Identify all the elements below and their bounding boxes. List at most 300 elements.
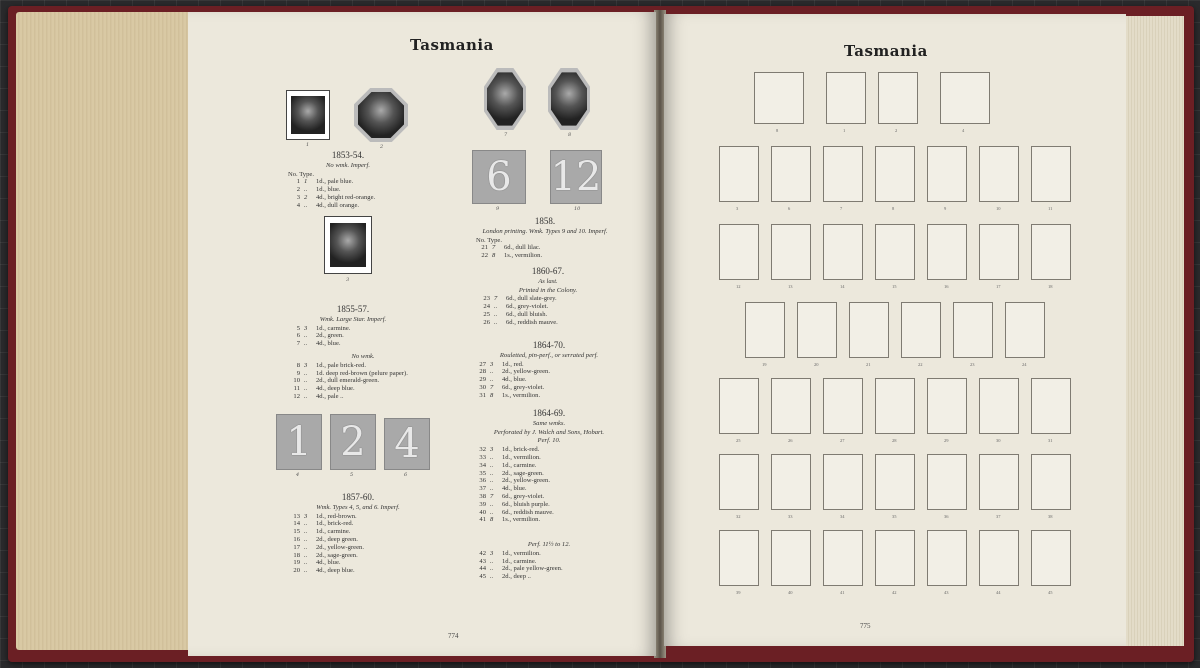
catalogue-number: 1: [296, 178, 300, 186]
catalogue-section-1853: [288, 148, 408, 210]
catalogue-type: 7: [494, 295, 498, 303]
catalogue-description: 1d., carmine.: [502, 461, 537, 469]
stamp-caption: 8: [568, 132, 572, 138]
stamp-mount-number: 8: [892, 206, 895, 211]
catalogue-section-perf-11: [474, 540, 624, 581]
catalogue-entry: [478, 295, 618, 303]
catalogue-type: ..: [490, 469, 494, 477]
stamp-mount-number: 28: [892, 438, 897, 443]
stamp-mount-number: 23: [970, 362, 975, 367]
stamp-mount-number: 12: [736, 284, 741, 289]
stamp-mount-box: [979, 454, 1019, 510]
stamp-caption: 7: [504, 132, 508, 138]
stamp-mount-number: 18: [1048, 284, 1053, 289]
stamp-mount-number: 7: [840, 206, 843, 211]
catalogue-entry: [478, 311, 618, 319]
catalogue-description: 2d., yellow-green.: [502, 368, 550, 376]
stamp-mount-box: [875, 530, 915, 586]
stamp-mount-box: [771, 224, 811, 280]
stamp-mount-box: [719, 146, 759, 202]
watermark-illustration: 4: [384, 418, 430, 470]
stamp-mount-number: 19: [762, 362, 767, 367]
stamp-caption: 6: [404, 472, 408, 478]
stamp-mount-number: 41: [840, 590, 845, 595]
section-note: Printed in the Colony.: [518, 286, 578, 294]
watermark-illustration: 1: [276, 414, 322, 470]
stamp-mount-box: [1031, 454, 1071, 510]
stamp-mount-number: 35: [892, 514, 897, 519]
stamp-mount-box: [1031, 146, 1071, 202]
catalogue-entry: [474, 558, 624, 566]
catalogue-number: 10: [293, 377, 300, 385]
catalogue-entry: [474, 573, 624, 581]
catalogue-type: ..: [490, 376, 494, 384]
catalogue-number: 2: [296, 186, 300, 194]
catalogue-number: 14: [293, 520, 300, 528]
catalogue-entry: [474, 477, 624, 485]
stamp-mount-box: [875, 224, 915, 280]
catalogue-section-1855: [288, 302, 418, 348]
catalogue-description: 1s., vermilion.: [502, 516, 541, 524]
catalogue-type: 3: [490, 446, 494, 454]
catalogue-description: 6d., dull bluish.: [506, 310, 548, 318]
stamp-illustration: [354, 88, 408, 142]
stamp-mount-box: [719, 224, 759, 280]
stamp-mount-number: 8: [776, 128, 779, 133]
catalogue-entry: [288, 393, 438, 401]
catalogue-type: ..: [490, 485, 494, 493]
catalogue-number: 35: [479, 469, 486, 477]
catalogue-entry: [474, 361, 624, 369]
catalogue-entry: [474, 368, 624, 376]
catalogue-type: ..: [304, 559, 308, 567]
stamp-mount-box: [823, 530, 863, 586]
section-year: 1857-60.: [341, 492, 375, 502]
stamp-mount-box: [1031, 224, 1071, 280]
stamp-mount-number: 6: [788, 206, 791, 211]
catalogue-entry: [474, 384, 624, 392]
stamp-mount-number: 29: [944, 438, 949, 443]
catalogue-number: 13: [293, 512, 300, 520]
catalogue-description: 1d., pale brick-red.: [316, 361, 366, 369]
stamp-illustration: [548, 68, 590, 130]
catalogue-type: ..: [490, 573, 494, 581]
stamp-mount-box: [927, 378, 967, 434]
catalogue-entry: [474, 462, 624, 470]
catalogue-type: 7: [490, 383, 494, 391]
catalogue-type: ..: [494, 310, 498, 318]
catalogue-description: 2d., sage-green.: [502, 469, 544, 477]
stamp-mount-box: [1031, 530, 1071, 586]
stamp-mount-number: 30: [996, 438, 1001, 443]
section-year: 1860-67.: [531, 266, 565, 276]
catalogue-entry: [474, 565, 624, 573]
catalogue-type: 3: [304, 512, 308, 520]
catalogue-description: 4d., pale ..: [316, 392, 344, 400]
catalogue-number: 8: [296, 361, 300, 369]
stamp-mount-number: 36: [944, 514, 949, 519]
catalogue-type: 8: [492, 252, 496, 260]
catalogue-type: ..: [304, 520, 308, 528]
catalogue-type: 3: [490, 549, 494, 557]
stamp-caption: 3: [346, 277, 350, 283]
section-year: 1864-70.: [532, 340, 566, 350]
stamp-mount-box: [875, 146, 915, 202]
stamp-mount-number: 25: [736, 438, 741, 443]
left-page-edges: [16, 12, 188, 650]
catalogue-entry: [474, 550, 624, 558]
catalogue-entry: [288, 536, 428, 544]
stamp-mount-number: 14: [840, 284, 845, 289]
catalogue-number: 45: [479, 573, 486, 581]
stamp-mount-box: [797, 302, 837, 358]
catalogue-number: 38: [479, 492, 486, 500]
catalogue-description: 4d., deep blue.: [316, 385, 355, 393]
left-page: [188, 12, 656, 656]
catalogue-number: 7: [296, 340, 300, 348]
stamp-mount-box: [745, 302, 785, 358]
stamp-mount-number: 45: [1048, 590, 1053, 595]
catalogue-number: 32: [479, 446, 486, 454]
section-note: Perforated by J. Walch and Sons, Hobart.: [493, 428, 605, 436]
catalogue-description: 6d., grey-violet.: [506, 303, 549, 311]
catalogue-entry: [288, 567, 428, 575]
catalogue-description: 1d., pale blue.: [316, 178, 354, 186]
catalogue-entry: [474, 454, 624, 462]
stamp-mount-box: [771, 146, 811, 202]
catalogue-entry: [474, 516, 624, 524]
stamp-mount-number: 17: [996, 284, 1001, 289]
stamp-caption: 5: [350, 472, 354, 478]
stamp-mount-number: 38: [1048, 514, 1053, 519]
catalogue-type: ..: [304, 543, 308, 551]
stamp-mount-number: 20: [814, 362, 819, 367]
catalogue-type: ..: [304, 528, 308, 536]
catalogue-type: 3: [304, 361, 308, 369]
stamp-mount-number: 40: [788, 590, 793, 595]
catalogue-entry: [288, 178, 408, 186]
catalogue-description: 1d., vermilion.: [502, 453, 541, 461]
catalogue-type: 3: [304, 324, 308, 332]
stamp-mount-number: 24: [1022, 362, 1027, 367]
section-note: Wmk. Large Star. Imperf.: [319, 315, 387, 323]
section-year: 1864-69.: [532, 408, 566, 418]
catalogue-type: ..: [490, 453, 494, 461]
catalogue-type: ..: [304, 392, 308, 400]
catalogue-description: 6d., bluish purple.: [502, 500, 550, 508]
page-number: 774: [448, 632, 459, 640]
catalogue-description: 2d., sage-green.: [316, 551, 358, 559]
stamp-mount-box: [901, 302, 941, 358]
stamp-mount-number: 44: [996, 590, 1001, 595]
stamp-mount-box: [823, 378, 863, 434]
catalogue-entry: [474, 392, 624, 400]
catalogue-description: 1d., red.: [502, 360, 524, 368]
catalogue-description: 6d., grey-violet.: [502, 492, 545, 500]
catalogue-type: ..: [494, 303, 498, 311]
catalogue-entry: [288, 528, 428, 536]
catalogue-type: ..: [494, 318, 498, 326]
catalogue-description: 1d., brick-red.: [502, 446, 540, 454]
catalogue-type: ..: [490, 565, 494, 573]
stamp-mount-number: 9: [944, 206, 947, 211]
catalogue-number: 6: [296, 332, 300, 340]
catalogue-number: 33: [479, 453, 486, 461]
stamp-mount-box: [979, 378, 1019, 434]
stamp-mount-box: [823, 454, 863, 510]
catalogue-description: 2d., dull emerald-green.: [316, 377, 380, 385]
stamp-mount-box: [1031, 378, 1071, 434]
catalogue-number: 34: [479, 461, 486, 469]
catalogue-description: 2d., pale yellow-green.: [502, 565, 563, 573]
catalogue-number: 42: [479, 549, 486, 557]
catalogue-number: 44: [479, 565, 486, 573]
catalogue-type: ..: [304, 385, 308, 393]
stamp-mount-box: [979, 224, 1019, 280]
catalogue-entry: [288, 559, 428, 567]
stamp-mount-number: 34: [840, 514, 845, 519]
catalogue-description: 6d., dull slate-grey.: [506, 295, 557, 303]
section-year: 1855-57.: [336, 304, 370, 314]
catalogue-type: 8: [490, 516, 494, 524]
catalogue-entry: [476, 252, 630, 260]
catalogue-number: 5: [296, 324, 300, 332]
catalogue-number: 39: [479, 500, 486, 508]
catalogue-type: ..: [490, 477, 494, 485]
catalogue-number: 27: [479, 360, 486, 368]
catalogue-type: 7: [492, 244, 496, 252]
stamp-mount-box: [823, 146, 863, 202]
catalogue-type: ..: [490, 557, 494, 565]
right-page: [664, 14, 1126, 646]
page-title: Tasmania: [410, 36, 494, 54]
catalogue-description: 2d., deep ..: [502, 573, 531, 581]
catalogue-entry: [288, 552, 428, 560]
catalogue-type: ..: [304, 377, 308, 385]
stamp-mount-box: [719, 454, 759, 510]
catalogue-description: 1d., carmine.: [316, 528, 351, 536]
catalogue-number: 21: [481, 244, 488, 252]
catalogue-entry: [288, 513, 428, 521]
stamp-mount-box: [979, 146, 1019, 202]
catalogue-entry: [474, 501, 624, 509]
catalogue-number: 43: [479, 557, 486, 565]
catalogue-description: 1s., vermilion.: [502, 391, 541, 399]
catalogue-description: 4d., blue.: [316, 340, 341, 348]
stamp-mount-number: 2: [895, 128, 898, 133]
catalogue-description: 2d., deep green.: [316, 535, 358, 543]
stamp-mount-number: 26: [788, 438, 793, 443]
page-title: Tasmania: [844, 42, 928, 60]
section-note: No wmk. Imperf.: [326, 161, 370, 169]
stamp-mount-number: 3: [736, 206, 739, 211]
catalogue-entry: [478, 303, 618, 311]
catalogue-number: 18: [293, 551, 300, 559]
catalogue-section-1864-69: [474, 406, 624, 524]
catalogue-number: 12: [293, 392, 300, 400]
column-header: No. Type.: [288, 170, 314, 178]
catalogue-entry: [288, 202, 408, 210]
stamp-mount-box: [953, 302, 993, 358]
catalogue-description: 1d., blue.: [316, 186, 341, 194]
section-note: No wmk.: [351, 353, 375, 360]
catalogue-number: 23: [483, 295, 490, 303]
stamp-mount-box: [927, 454, 967, 510]
catalogue-entry: [476, 244, 630, 252]
stamp-mount-number: 27: [840, 438, 845, 443]
catalogue-entry: [288, 520, 428, 528]
stamp-mount-number: 15: [892, 284, 897, 289]
catalogue-number: 28: [479, 368, 486, 376]
catalogue-type: 7: [490, 492, 494, 500]
stamp-mount-box: [878, 72, 918, 124]
stamp-mount-box: [940, 72, 990, 124]
catalogue-number: 9: [296, 369, 300, 377]
stamp-mount-number: 10: [996, 206, 1001, 211]
section-note: Same wmks.: [532, 419, 566, 427]
stamp-mount-box: [927, 224, 967, 280]
catalogue-section-1858: [460, 214, 630, 260]
catalogue-number: 41: [479, 516, 486, 524]
catalogue-type: ..: [304, 340, 308, 348]
stamp-mount-box: [823, 224, 863, 280]
stamp-caption: 9: [496, 206, 500, 212]
catalogue-number: 4: [296, 201, 300, 209]
catalogue-description: 1d., carmine.: [316, 324, 351, 332]
stamp-mount-box: [719, 378, 759, 434]
catalogue-number: 40: [479, 508, 486, 516]
stamp-caption: 4: [296, 472, 300, 478]
stamp-mount-box: [875, 454, 915, 510]
catalogue-type: ..: [304, 567, 308, 575]
catalogue-entry: [288, 186, 408, 194]
catalogue-description: 2d., yellow-green.: [502, 477, 550, 485]
stamp-mount-box: [771, 530, 811, 586]
stamp-mount-box: [927, 146, 967, 202]
catalogue-description: 1d., carmine.: [502, 557, 537, 565]
catalogue-number: 30: [479, 383, 486, 391]
stamp-mount-box: [771, 454, 811, 510]
catalogue-description: 6d., reddish mauve.: [506, 318, 558, 326]
catalogue-description: 2d., yellow-green.: [316, 543, 364, 551]
column-header: No. Type.: [476, 236, 502, 244]
catalogue-number: 31: [479, 391, 486, 399]
stamp-mount-number: 42: [892, 590, 897, 595]
stamp-mount-box: [979, 530, 1019, 586]
stamp-mount-number: 43: [944, 590, 949, 595]
catalogue-type: ..: [304, 332, 308, 340]
catalogue-description: 6d., dull lilac.: [504, 244, 541, 252]
catalogue-type: 1: [304, 178, 308, 186]
catalogue-description: 6d., grey-violet.: [502, 383, 545, 391]
catalogue-entry: [288, 362, 438, 370]
stamp-mount-number: 33: [788, 514, 793, 519]
watermark-illustration: 12: [550, 150, 602, 204]
catalogue-type: ..: [304, 535, 308, 543]
stamp-mount-number: 37: [996, 514, 1001, 519]
catalogue-description: 2d., green.: [316, 332, 344, 340]
stamp-mount-box: [849, 302, 889, 358]
stamp-mount-box: [771, 378, 811, 434]
catalogue-entry: [474, 509, 624, 517]
stamp-mount-number: 16: [944, 284, 949, 289]
catalogue-type: ..: [490, 368, 494, 376]
catalogue-section-1864-70: [474, 338, 624, 400]
stamp-mount-number: 22: [918, 362, 923, 367]
stamp-illustration: [484, 68, 526, 130]
catalogue-type: ..: [304, 186, 308, 194]
section-note: London printing. Wmk. Types 9 and 10. Imperf.: [482, 227, 608, 235]
section-note: Perf. 10.: [537, 437, 561, 445]
catalogue-type: 2: [304, 193, 308, 201]
catalogue-description: 6d., reddish mauve.: [502, 508, 554, 516]
catalogue-entry: [288, 194, 408, 202]
section-note: Rouletted, pin-perf., or serrated perf.: [499, 351, 599, 359]
catalogue-entry: [478, 319, 618, 327]
catalogue-entry: [474, 446, 624, 454]
catalogue-entry: [474, 376, 624, 384]
catalogue-entry: [288, 544, 428, 552]
stamp-mount-number: 4: [962, 128, 965, 133]
stamp-mount-number: 11: [1048, 206, 1053, 211]
catalogue-number: 16: [293, 535, 300, 543]
catalogue-type: ..: [304, 369, 308, 377]
catalogue-number: 25: [483, 310, 490, 318]
right-page-edges: [1126, 16, 1184, 646]
catalogue-description: 1d., vermilion.: [502, 549, 541, 557]
catalogue-entry: [474, 470, 624, 478]
stamp-mount-box: [1005, 302, 1045, 358]
section-note: Perf. 11½ to 12.: [527, 541, 571, 548]
stamp-mount-box: [875, 378, 915, 434]
catalogue-number: 19: [293, 559, 300, 567]
catalogue-entry: [474, 493, 624, 501]
catalogue-number: 36: [479, 477, 486, 485]
catalogue-description: 4d., blue.: [316, 559, 341, 567]
catalogue-entry: [288, 332, 418, 340]
stamp-mount-number: 13: [788, 284, 793, 289]
catalogue-description: 1d., red-brown.: [316, 512, 357, 520]
catalogue-section-no-wmk: [288, 352, 438, 401]
stamp-illustration: [286, 90, 330, 140]
catalogue-number: 26: [483, 318, 490, 326]
catalogue-number: 11: [293, 385, 300, 393]
catalogue-number: 22: [481, 252, 488, 260]
stamp-mount-box: [826, 72, 866, 124]
watermark-illustration: 2: [330, 414, 376, 470]
section-year: 1853-54.: [331, 150, 365, 160]
catalogue-description: 1d., brick-red.: [316, 520, 354, 528]
catalogue-number: 24: [483, 303, 490, 311]
catalogue-type: ..: [490, 508, 494, 516]
catalogue-description: 4d., blue.: [502, 485, 527, 493]
catalogue-description: 4d., deep blue.: [316, 567, 355, 575]
catalogue-entry: [288, 377, 438, 385]
section-note: Wmk. Types 4, 5, and 6. Imperf.: [316, 503, 400, 511]
catalogue-number: 3: [296, 193, 300, 201]
catalogue-number: 17: [293, 543, 300, 551]
stamp-illustration: [324, 216, 372, 274]
catalogue-entry: [288, 370, 438, 378]
catalogue-type: ..: [304, 551, 308, 559]
catalogue-entry: [288, 340, 418, 348]
stamp-mount-box: [754, 72, 804, 124]
watermark-illustration: 6: [472, 150, 526, 204]
catalogue-description: 4d., blue.: [502, 376, 527, 384]
catalogue-entry: [288, 325, 418, 333]
catalogue-type: ..: [304, 201, 308, 209]
stamp-caption: 2: [380, 144, 384, 150]
